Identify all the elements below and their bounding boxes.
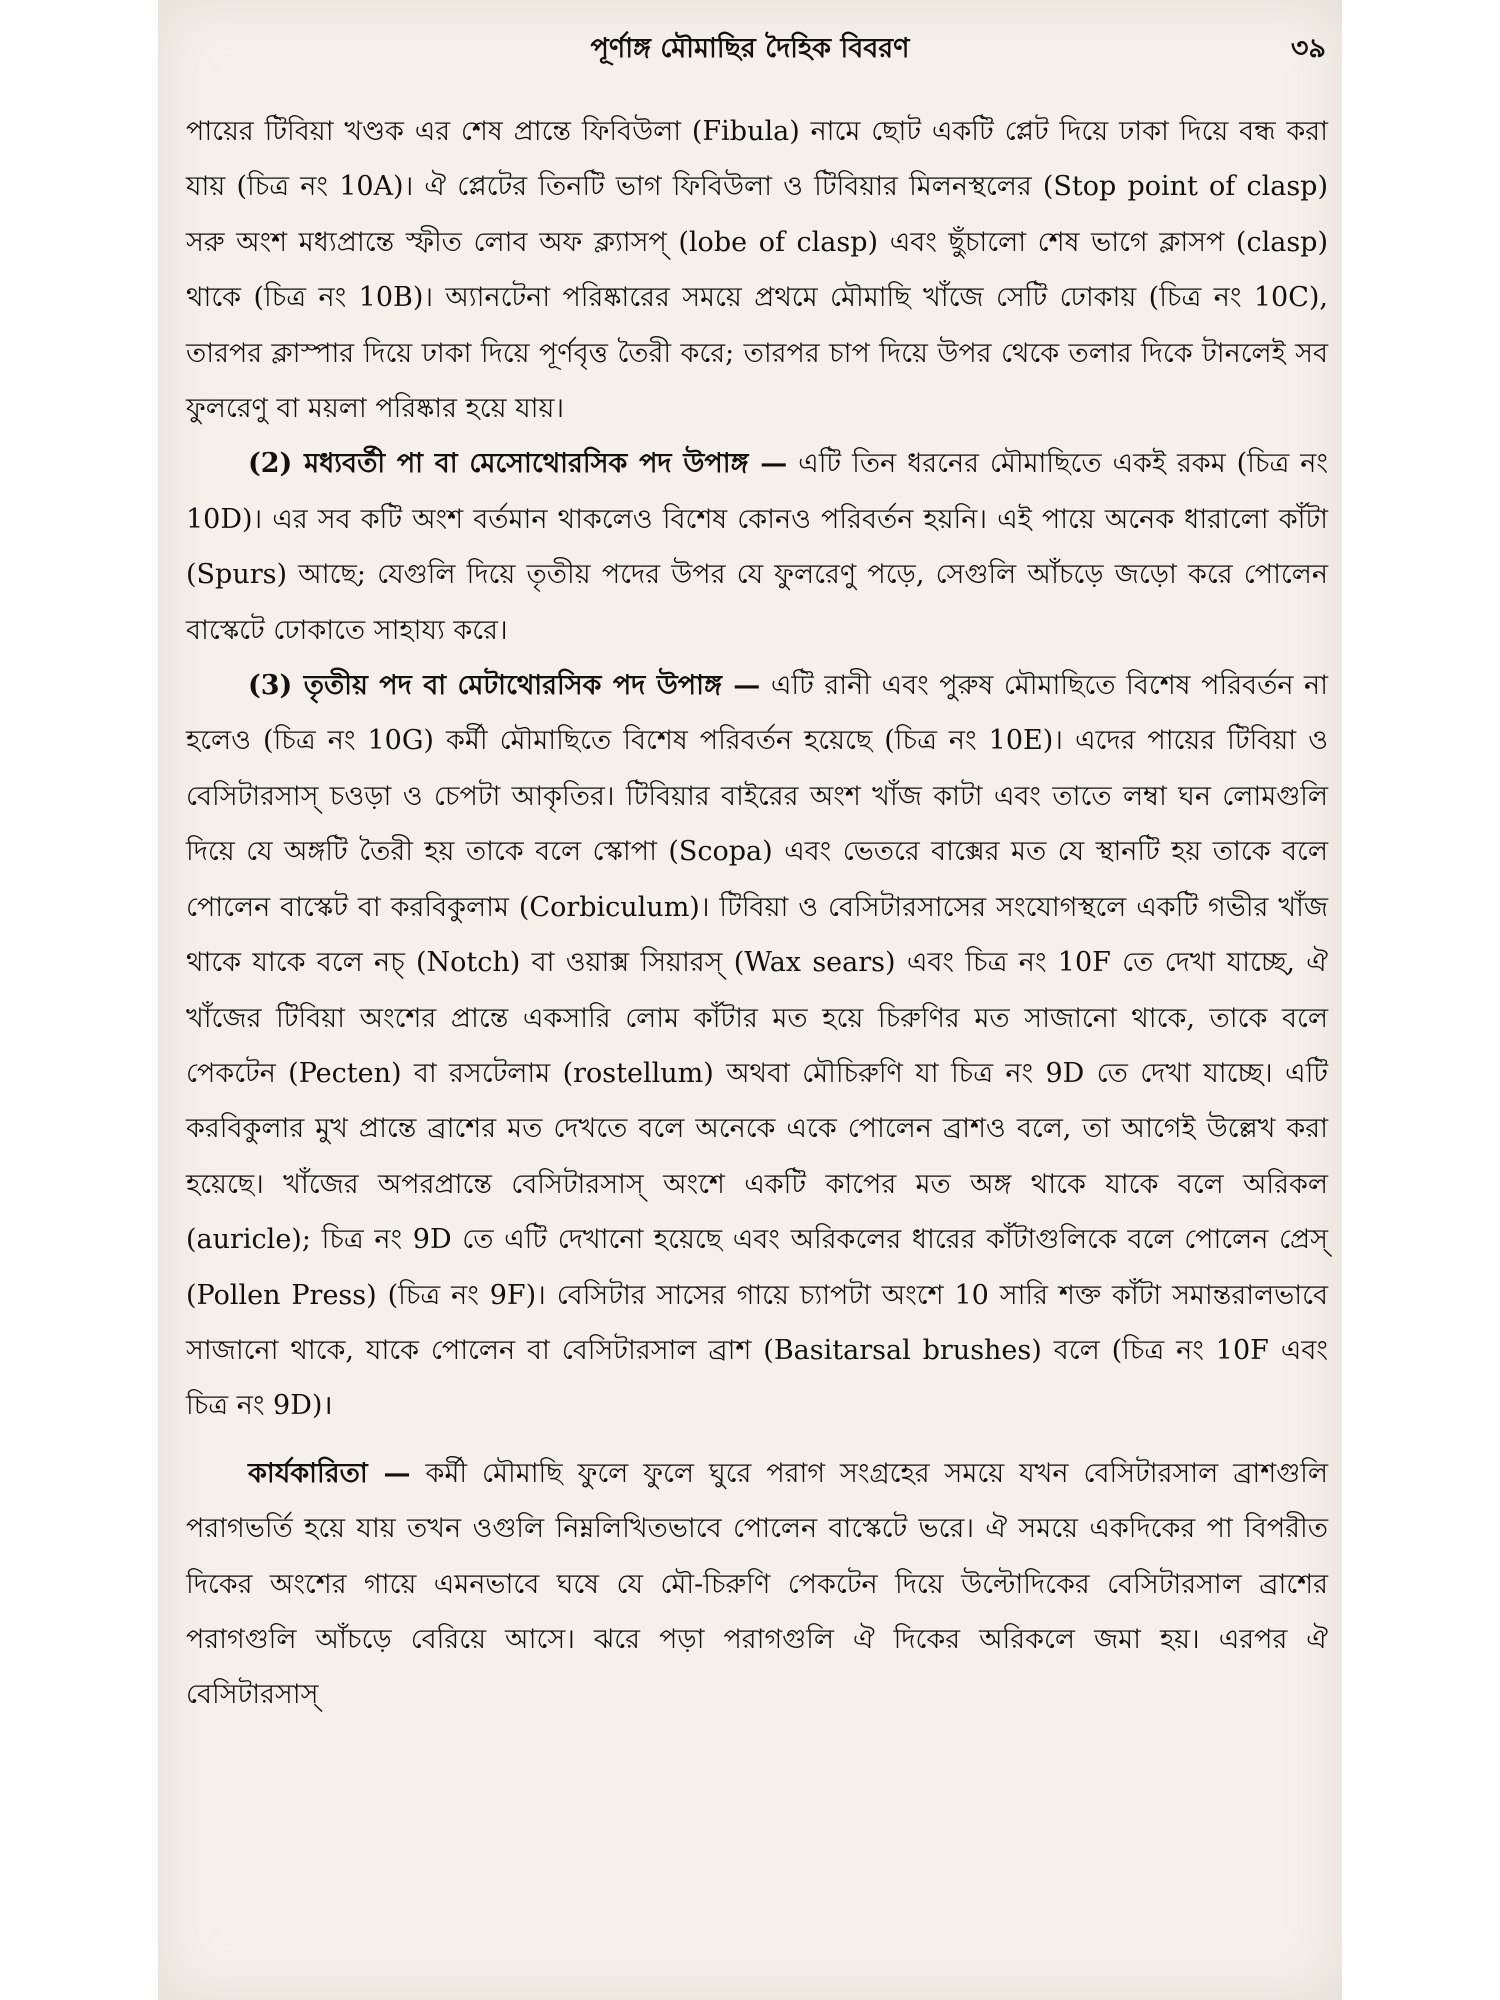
running-title: পূর্ণাঙ্গ মৌমাছির দৈহিক বিবরণ [590, 33, 910, 64]
paragraph-heading: কার্যকারিতা — [248, 1457, 411, 1489]
paragraph-4 [186, 1446, 1328, 1723]
page-header [158, 24, 1342, 68]
paragraph-text: এটি রানী এবং পুরুষ মৌমাছিতে বিশেষ পরিবর্তন না হলেও (চিত্র নং 10G) কর্মী মৌমাছিতে বিশেষ পরিবর্তন হয়েছে (চিত্র নং 10E)। এদের পায়ের টিবিয়া ও বেসিটারসাস্ চওড়া ও চেপটা আকৃতির। টিবিয়ার বাইরের অংশ খাঁজ কাটা এবং তাতে লম্বা ঘন লোমগুলি দিয়ে যে অঙ্গটি তৈরী হয় তাকে বলে স্কোপা (Scopa) এবং ভেতরে বাক্সের মত যে স্থানটি হয় তাকে বলে পোলেন বাস্কেট বা করবিকুলাম (Corbiculum)। টিবিয়া ও বেসিটারসাসের সংযোগস্থলে একটি গভীর খাঁজ থাকে যাকে বলে নচ্ (Notch) বা ওয়াক্স সিয়ারস্ (Wax sears) এবং চিত্র নং 10F তে দেখা যাচ্ছে, ঐ খাঁজের টিবিয়া অংশের প্রান্তে একসারি লোম কাঁটার মত হয়ে চিরুণির মত সাজানো থাকে, তাকে বলে পেকটেন (Pecten) বা রসটেলাম (rostellum) অথবা মৌচিরুণি যা চিত্র নং 9D তে দেখা যাচ্ছে। এটি করবিকুলার মুখ প্রান্তে ব্রাশের মত দেখতে বলে অনেকে একে পোলেন ব্রাশও বলে, তা আগেই উল্লেখ করা হয়েছে। খাঁজের অপরপ্রান্তে বেসিটারসাস্ অংশে একটি কাপের মত অঙ্গ থাকে যাকে বলে অরিকল (auricle); চিত্র নং 9D তে এটি দেখানো হয়েছে এবং অরিকলের ধারের কাঁটাগুলিকে বলে পোলেন প্রেস্ (Pollen Press) (চিত্র নং 9F)। বেসিটার সাসের গায়ে চ্যাপটা অংশে 10 সারি শক্ত কাঁটা সমান্তরালভাবে সাজানো থাকে, যাকে পোলেন বা বেসিটারসাল ব্রাশ (Basitarsal brushes) বলে (চিত্র নং 10F এবং চিত্র নং 9D)। [186, 670, 1328, 1422]
paragraph-text: কর্মী মৌমাছি ফুলে ফুলে ঘুরে পরাগ সংগ্রহের সময়ে যখন বেসিটারসাল ব্রাশগুলি পরাগভর্তি হয়ে যায় তখন ওগুলি নিম্নলিখিতভাবে পোলেন বাস্কেটে ভরে। ঐ সময়ে একদিকের পা বিপরীত দিকের অংশের গায়ে এমনভাবে ঘষে যে মৌ-চিরুণি পেকটেন দিয়ে উল্টোদিকের বেসিটারসাল ব্রাশের পরাগগুলি আঁচড়ে বেরিয়ে আসে। ঝরে পড়া পরাগগুলি ঐ দিকের অরিকলে জমা হয়। এরপর ঐ বেসিটারসাস্ [186, 1457, 1328, 1711]
page-body [186, 104, 1328, 1723]
paragraph-heading: (2) মধ্যবর্তী পা বা মেসোথোরসিক পদ উপাঙ্গ — [248, 448, 788, 480]
paragraph-text: এটি তিন ধরনের মৌমাছিতে একই রকম (চিত্র নং 10D)। এর সব কটি অংশ বর্তমান থাকলেও বিশেষ কোনও পরিবর্তন হয়নি। এই পায়ে অনেক ধারালো কাঁটা (Spurs) আছে; যেগুলি দিয়ে তৃতীয় পদের উপর যে ফুলরেণু পড়ে, সেগুলি আঁচড়ে জড়ো করে পোলেন বাস্কেটে ঢোকাতে সাহায্য করে। [186, 448, 1328, 646]
paragraph-text: পায়ের টিবিয়া খণ্ডক এর শেষ প্রান্তে ফিবিউলা (Fibula) নামে ছোট একটি প্লেট দিয়ে ঢাকা দিয়ে বন্ধ করা যায় (চিত্র নং 10A)। ঐ প্লেটের তিনটি ভাগ ফিবিউলা ও টিবিয়ার মিলনস্থলের (Stop point of clasp) সরু অংশ মধ্যপ্রান্তে স্ফীত লোব অফ ক্ল্যাসপ্ (lobe of clasp) এবং ছুঁচালো শেষ ভাগে ক্লাসপ (clasp) থাকে (চিত্র নং 10B)। অ্যানটেনা পরিষ্কারের সময়ে প্রথমে মৌমাছি খাঁজে সেটি ঢোকায় (চিত্র নং 10C), তারপর ক্লাস্পার দিয়ে ঢাকা দিয়ে পূর্ণবৃত্ত তৈরী করে; তারপর চাপ দিয়ে উপর থেকে তলার দিকে টানলেই সব ফুলরেণু বা ময়লা পরিষ্কার হয়ে যায়। [186, 116, 1328, 425]
paragraph-3 [186, 658, 1328, 1434]
paragraph-2 [186, 436, 1328, 658]
page-number: ৩৯ [1290, 33, 1326, 64]
paragraph-1 [186, 104, 1328, 436]
book-page [158, 0, 1342, 2000]
paragraph-heading: (3) তৃতীয় পদ বা মেটাথোরসিক পদ উপাঙ্গ — [248, 670, 761, 702]
